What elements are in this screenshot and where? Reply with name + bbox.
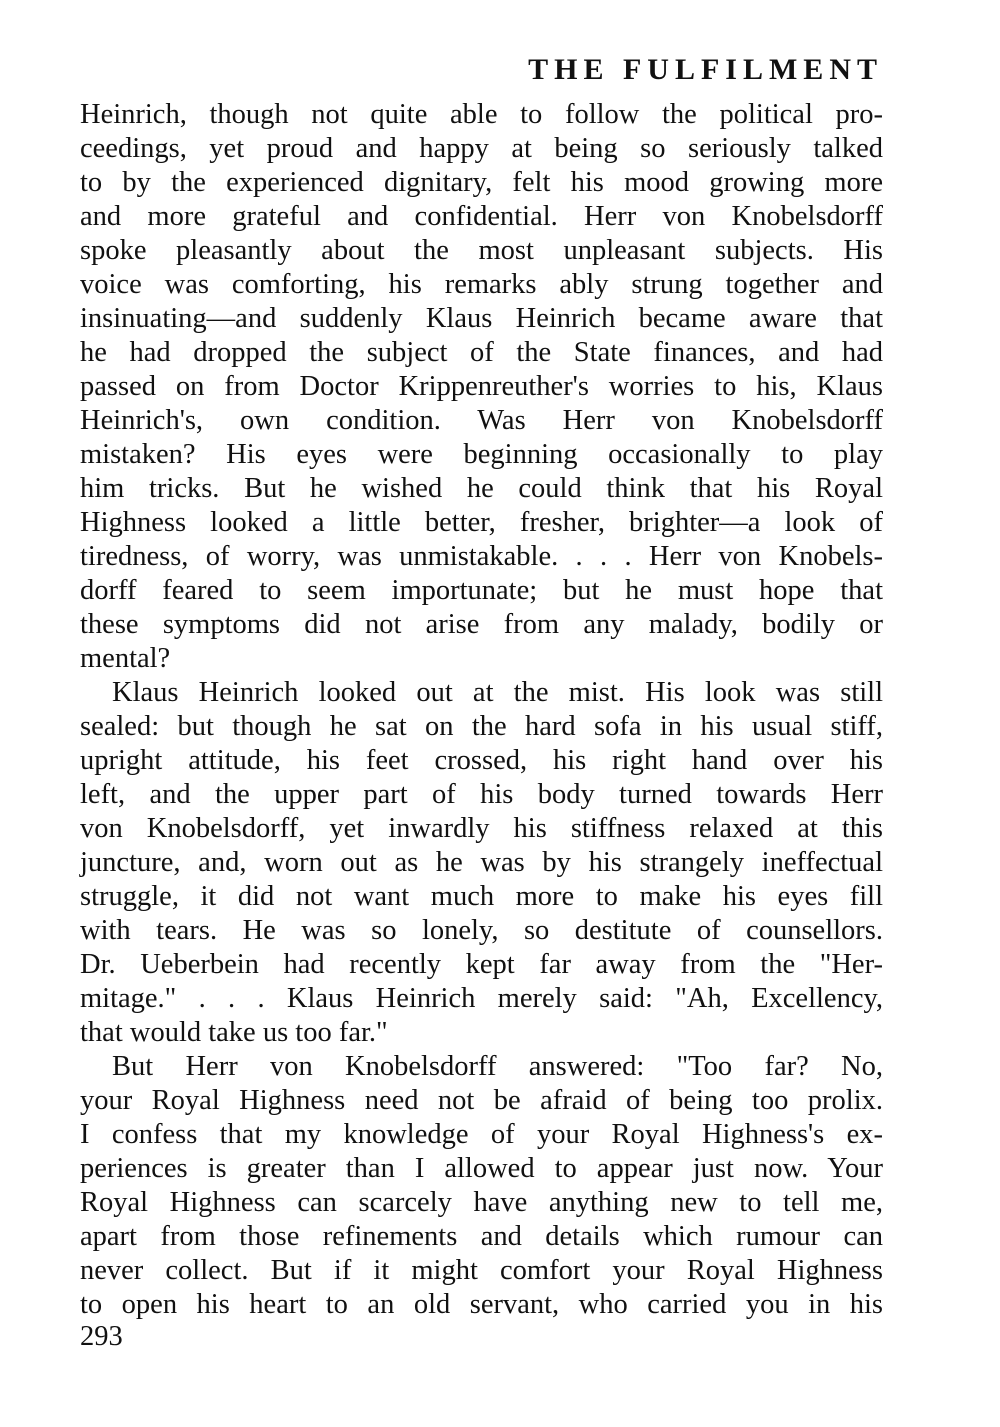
- text-line: periences is greater than I allowed to appear just now. Your: [80, 1153, 883, 1184]
- paragraph-end-line: that would take us too far.": [80, 1017, 388, 1048]
- paragraph-start-line: But Herr von Knobelsdorff answered: "Too far? No,: [112, 1051, 883, 1082]
- text-line: Heinrich, though not quite able to follow the political pro-: [80, 99, 883, 130]
- text-line: mitage." . . . Klaus Heinrich merely said: "Ah, Excellency,: [80, 983, 883, 1014]
- paragraph-end-line: mental?: [80, 643, 171, 674]
- text-line: to by the experienced dignitary, felt his mood growing more: [80, 167, 883, 198]
- text-line: to open his heart to an old servant, who carried you in his: [80, 1289, 883, 1320]
- running-title: THE FULFILMENT: [528, 53, 883, 86]
- text-line: mistaken? His eyes were beginning occasionally to play: [80, 439, 883, 470]
- text-line: dorff feared to seem importunate; but he must hope that: [80, 575, 883, 606]
- text-line: I confess that my knowledge of your Royal Highness's ex-: [80, 1119, 883, 1150]
- text-line: with tears. He was so lonely, so destitute of counsellors.: [80, 915, 883, 946]
- text-line: struggle, it did not want much more to make his eyes fill: [80, 881, 883, 912]
- text-line: voice was comforting, his remarks ably strung together and: [80, 269, 883, 300]
- text-line: ceedings, yet proud and happy at being so seriously talked: [80, 133, 883, 164]
- text-line: your Royal Highness need not be afraid of being too prolix.: [80, 1085, 883, 1116]
- text-line: Dr. Ueberbein had recently kept far away from the "Her-: [80, 949, 883, 980]
- text-line: him tricks. But he wished he could think that his Royal: [80, 473, 883, 504]
- text-line: left, and the upper part of his body turned towards Herr: [80, 779, 883, 810]
- text-line: he had dropped the subject of the State finances, and had: [80, 337, 883, 368]
- text-line: tiredness, of worry, was unmistakable. . . . Herr von Knobels-: [80, 541, 883, 572]
- text-line: and more grateful and confidential. Herr von Knobelsdorff: [80, 201, 883, 232]
- text-line: spoke pleasantly about the most unpleasant subjects. His: [80, 235, 883, 266]
- text-line: never collect. But if it might comfort your Royal Highness: [80, 1255, 883, 1286]
- paragraph-start-line: Klaus Heinrich looked out at the mist. His look was still: [112, 677, 883, 708]
- text-line: these symptoms did not arise from any malady, bodily or: [80, 609, 883, 640]
- page-number: 293: [80, 1321, 123, 1352]
- text-line: apart from those refinements and details which rumour can: [80, 1221, 883, 1252]
- text-line: insinuating—and suddenly Klaus Heinrich became aware that: [80, 303, 883, 334]
- text-line: juncture, and, worn out as he was by his strangely ineffectual: [80, 847, 883, 878]
- text-line: Highness looked a little better, fresher, brighter—a look of: [80, 507, 883, 538]
- text-line: von Knobelsdorff, yet inwardly his stiffness relaxed at this: [80, 813, 883, 844]
- text-line: passed on from Doctor Krippenreuther's worries to his, Klaus: [80, 371, 883, 402]
- body-text: [80, 98, 883, 1322]
- text-line: sealed: but though he sat on the hard sofa in his usual stiff,: [80, 711, 883, 742]
- text-line: upright attitude, his feet crossed, his right hand over his: [80, 745, 883, 776]
- text-line: Royal Highness can scarcely have anything new to tell me,: [80, 1187, 883, 1218]
- text-line: Heinrich's, own condition. Was Herr von Knobelsdorff: [80, 405, 883, 436]
